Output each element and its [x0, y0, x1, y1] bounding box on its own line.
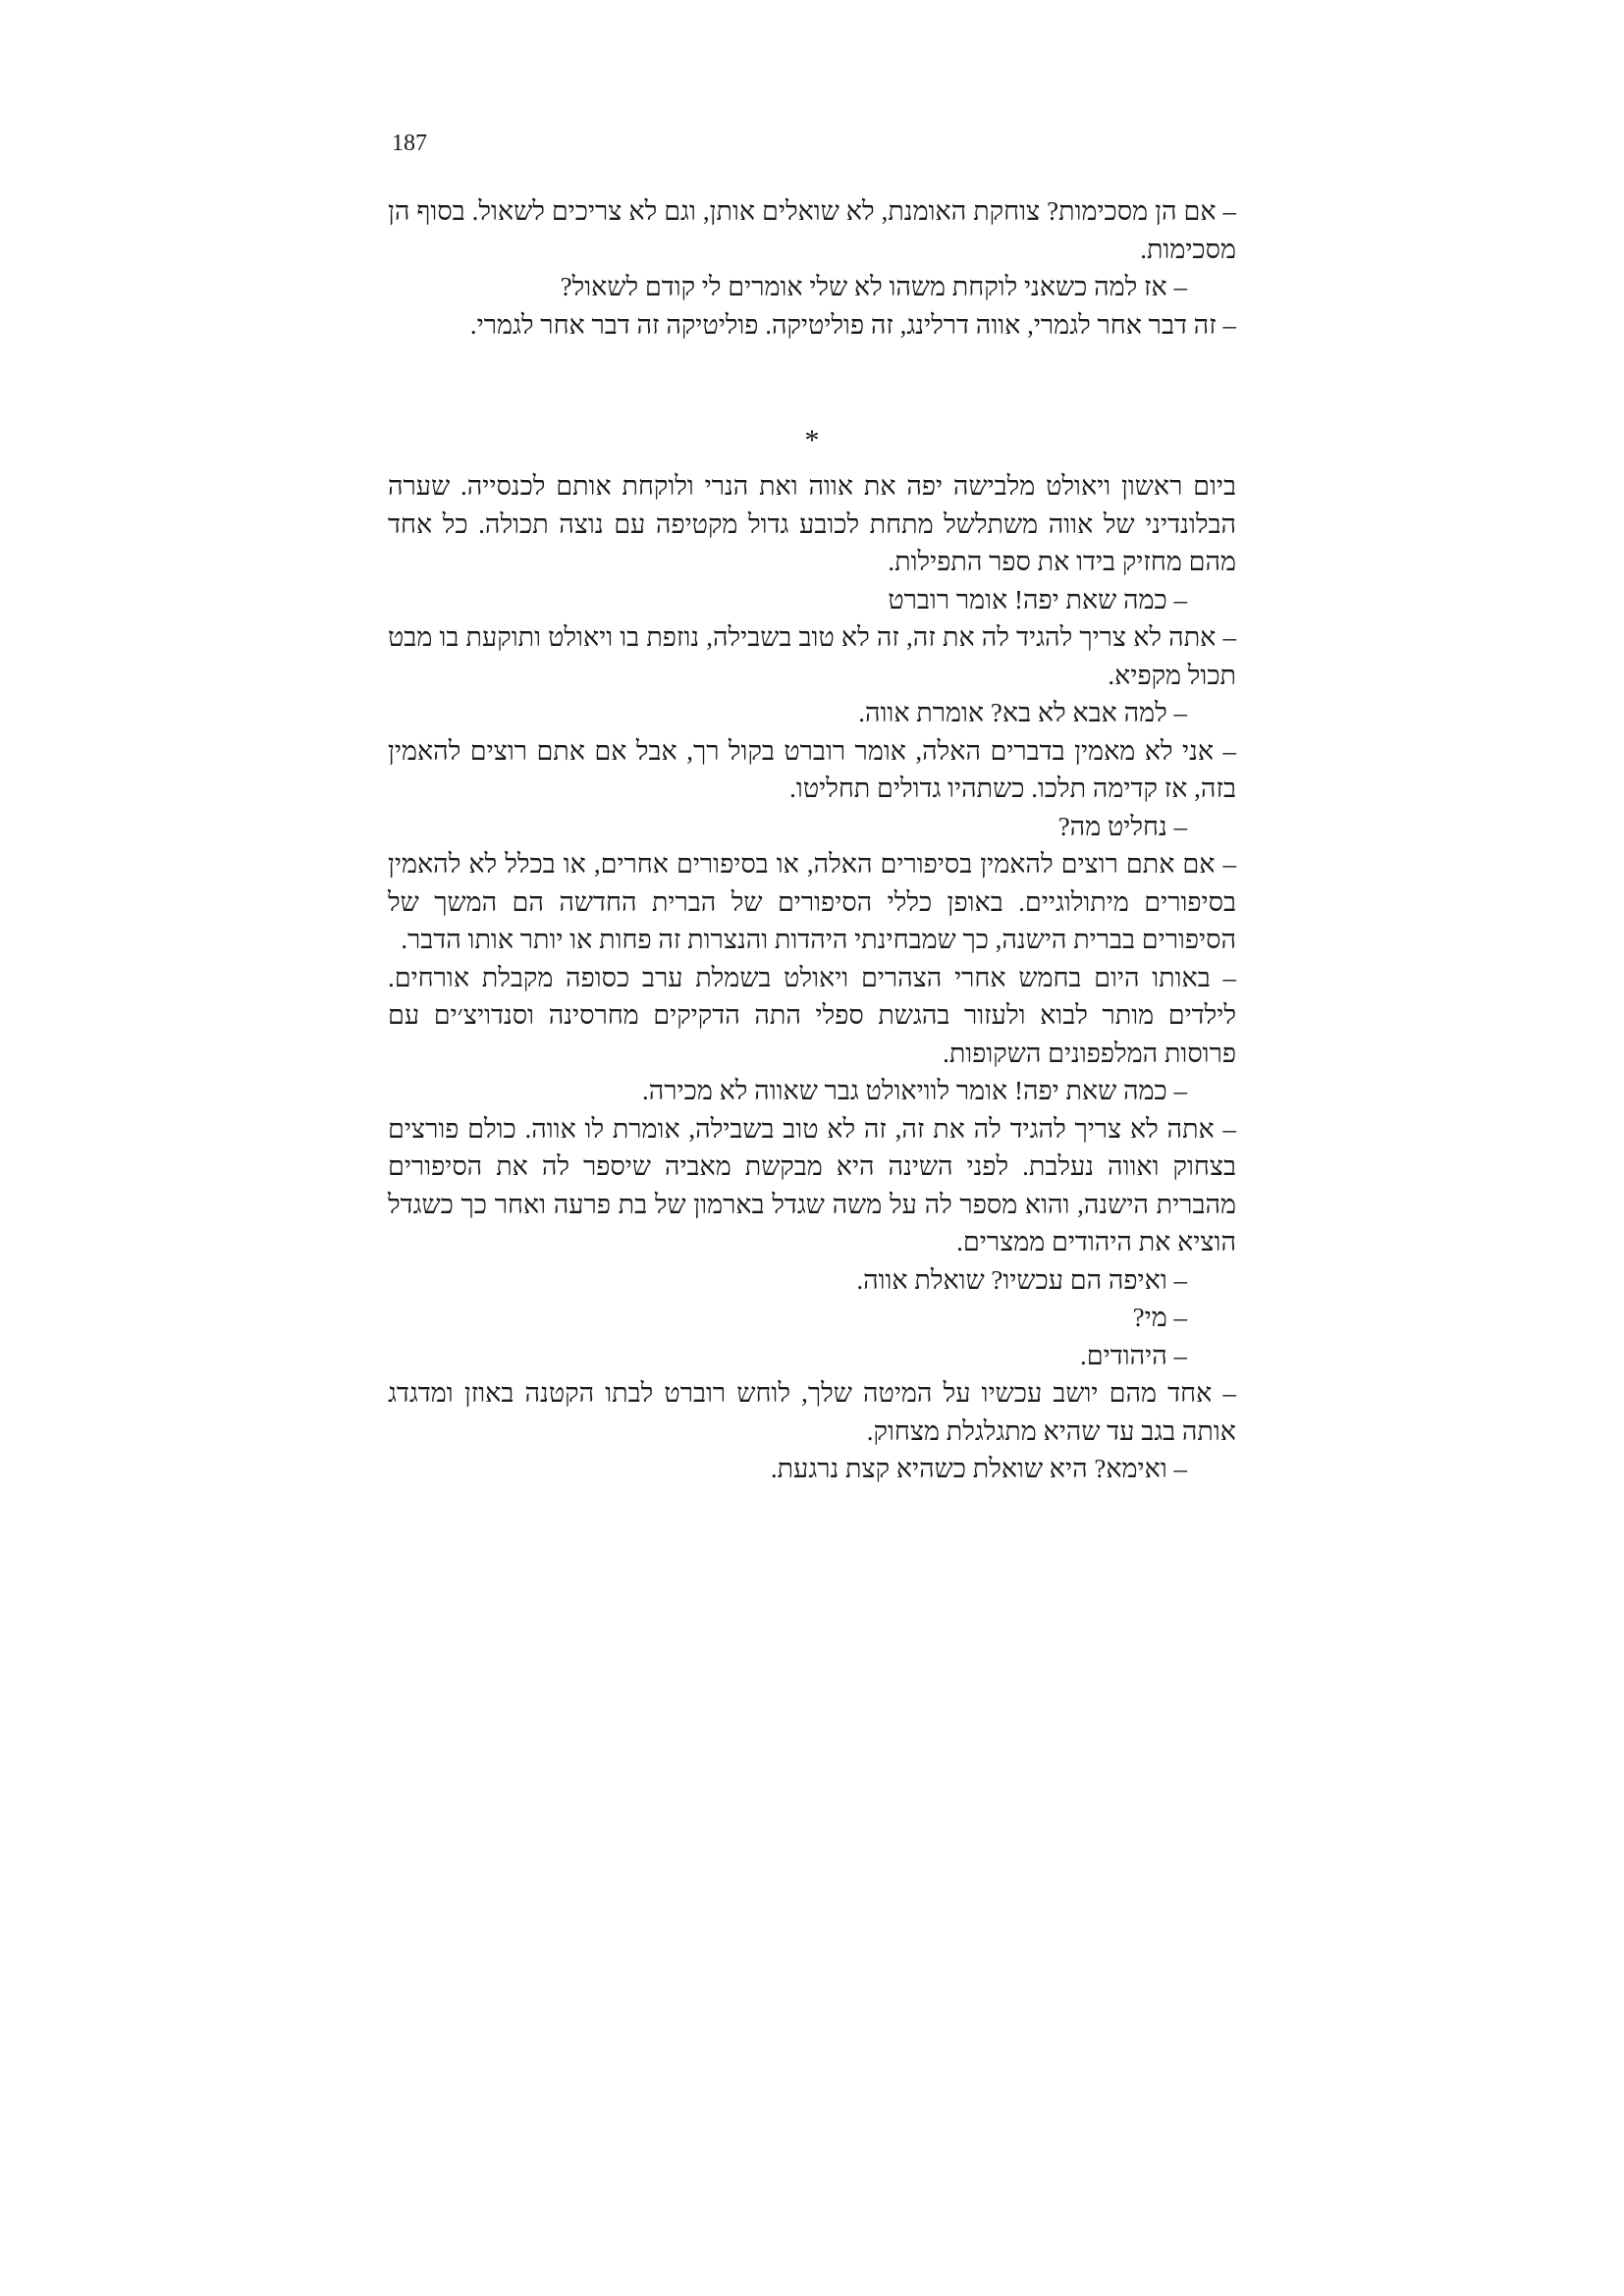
paragraph: – אתה לא צריך להגיד לה את זה, זה לא טוב בשבילה, נוזפת בו ויאולט ותוקעת בו מבט תכול מקפיא. [388, 622, 1236, 690]
paragraph: – מי? [1132, 1303, 1187, 1332]
paragraph: – אתה לא צריך להגיד לה את זה, זה לא טוב בשבילה, אומרת לו אווה. כולם פורצים בצחוק ואווה נעלבת. לפני השינה היא מבקשת מאביה שיספר לה את הסיפורים מהברית הישנה, והוא מספר לה על משה שגדל בארמון של בת פרעה ואחר כך כשגדל הוציא את היהודים ממצרים. [388, 1113, 1236, 1256]
narrative-section-bottom [388, 467, 1236, 1488]
paragraph: – אחד מהם יושב עכשיו על המיטה שלך, לוחש רוברט לבתו הקטנה באוזן ומדגדג אותה בגב עד שהיא מתגלגלת מצחוק. [388, 1378, 1236, 1446]
paragraph: – באותו היום בחמש אחרי הצהרים ויאולט בשמלת ערב כסופה מקבלת אורחים. לילדים מותר לבוא ולעזור בהגשת ספלי התה הדקיקים מחרסינה וסנדויצ׳ים עם פרוסות המלפפונים השקופות. [388, 962, 1236, 1068]
paragraph: – כמה שאת יפה! אומר לוויאולט גבר שאווה לא מכירה. [642, 1076, 1187, 1105]
page-number: 187 [392, 131, 427, 156]
paragraph: – נחליט מה? [1057, 811, 1187, 841]
paragraph: ביום ראשון ויאולט מלבישה יפה את אווה ואת הנרי ולוקחת אותם לכנסייה. שערה הבלונדיני של אווה משתלשל מתחת לכובע גדול מקטיפה עם נוצה תכולה. כל אחד מהם מחזיק בידו את ספר התפילות. [388, 471, 1236, 576]
paragraph: – ואיפה הם עכשיו? שואלת אווה. [856, 1264, 1187, 1295]
paragraph: – אם אתם רוצים להאמין בסיפורים האלה, או בסיפורים אחרים, או בכלל לא להאמין בסיפורים מיתולוגיים. באופן כללי הסיפורים של הברית החדשה הם המשך של הסיפורים בברית הישנה, כך שמבחינתי היהדות והנצרות זה פחות או יותר אותו הדבר. [388, 849, 1236, 954]
paragraph: – אם הן מסכימות? צוחקת האומנת, לא שואלים אותן, וגם לא צריכים לשאול. בסוף הן מסכימות. [388, 196, 1236, 264]
paragraph: – אז למה כשאני לוקחת משהו לא שלי אומרים לי קודם לשאול? [560, 272, 1187, 301]
paragraph: – אני לא מאמין בדברים האלה, אומר רוברט בקול רך, אבל אם אתם רוצים להאמין בזה, אז קדימה תלכו. כשתהיו גדולים תחליטו. [388, 735, 1236, 803]
paragraph: – זה דבר אחר לגמרי, אווה דרלינג, זה פוליטיקה. פוליטיקה זה דבר אחר לגמרי. [469, 309, 1236, 340]
paragraph: – למה אבא לא בא? אומרת אווה. [858, 698, 1187, 727]
paragraph: – כמה שאת יפה! אומר רוברט [888, 584, 1187, 614]
dialogue-section-top [388, 192, 1236, 344]
paragraph: – ואימא? היא שואלת כשהיא קצת נרגעת. [770, 1454, 1187, 1483]
paragraph: – היהודים. [1080, 1340, 1187, 1370]
section-separator: * [804, 424, 820, 456]
